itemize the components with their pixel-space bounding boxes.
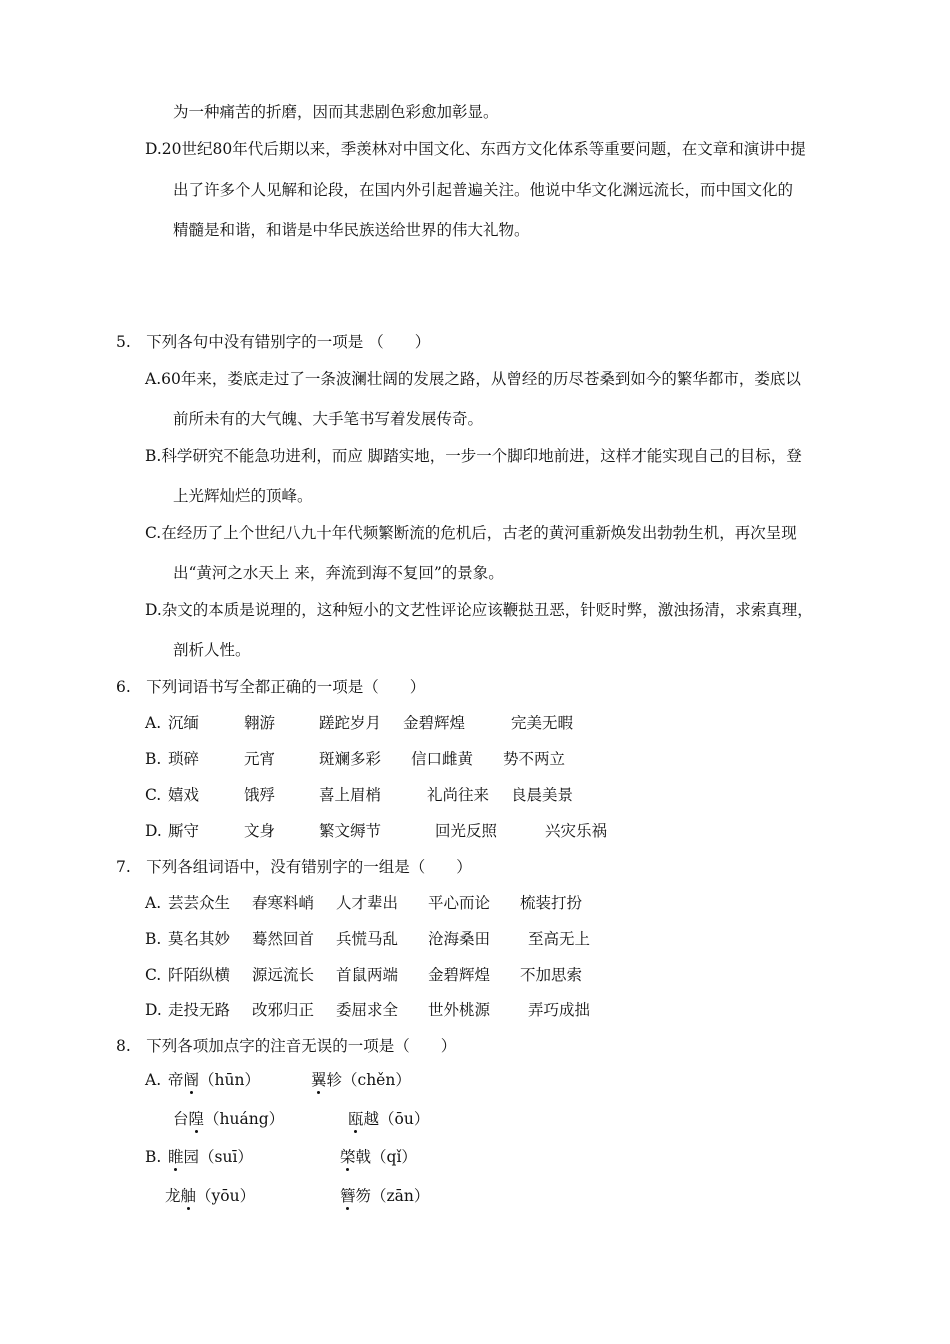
q6-option-d-word: 文身 <box>244 822 276 840</box>
q7-option-b-word: 沧海桑田 <box>428 930 491 948</box>
q7-option-b-word: 蓦然回首 <box>252 930 315 948</box>
dotted-char: 舳 <box>180 1187 197 1205</box>
q6-option-a-label: A. <box>145 714 162 732</box>
q7-option-d-word: 走投无路 <box>168 1001 231 1019</box>
dotted-char: 簪 <box>340 1187 356 1205</box>
q7-option-c-label: C. <box>145 966 162 984</box>
q6-option-b-label: B. <box>145 750 162 768</box>
q7-option-c-word: 首鼠两端 <box>336 966 399 984</box>
q7-option-d-word: 弄巧成拙 <box>528 1001 591 1019</box>
q8-option-a-label: A. <box>145 1071 162 1089</box>
q6-option-a-word: 完美无暇 <box>511 714 574 732</box>
q7-option-c-word: 金碧辉煌 <box>428 966 491 984</box>
q6-option-a-word: 金碧辉煌 <box>403 714 466 732</box>
q6-stem: 6. 下列词语书写全都正确的一项是（ ） <box>116 678 426 696</box>
q6-option-b-word: 元宵 <box>244 750 276 768</box>
q6-option-d-label: D. <box>145 822 162 840</box>
q7-option-c-word: 阡陌纵横 <box>168 966 231 984</box>
q6-option-b-word: 信口雌黄 <box>411 750 474 768</box>
q8-pinyin-item: 翼轸（chěn） <box>311 1071 411 1089</box>
q6-option-b-word: 斑斓多彩 <box>319 750 382 768</box>
q4-option-d-line3: 精髓是和谐，和谐是中华民族送给世界的伟大礼物。 <box>173 221 530 239</box>
q5-option-b-line2: 上光辉灿烂的顶峰。 <box>173 487 313 505</box>
q7-option-c-word: 源远流长 <box>252 966 315 984</box>
q6-option-c-word: 嬉戏 <box>168 786 200 804</box>
q6-option-c-word: 喜上眉梢 <box>319 786 382 804</box>
q8-pinyin-item: 棨戟（qǐ） <box>340 1148 417 1166</box>
q5-option-a-line1: A.60年来，娄底走过了一条波澜壮阔的发展之路，从曾经的历尽苍桑到如今的繁华都市，娄底以 <box>145 370 801 388</box>
q8-option-b-label: B. <box>145 1148 162 1166</box>
dotted-char: 隍 <box>188 1110 205 1128</box>
q7-option-a-word: 梳装打扮 <box>520 894 583 912</box>
dotted-char: 睢 <box>168 1148 184 1166</box>
q7-option-c-word: 不加思索 <box>520 966 583 984</box>
q6-option-d-word: 厮守 <box>168 822 200 840</box>
q5-option-b-line1: B.科学研究不能急功进利，而应 脚踏实地，一步一个脚印地前进，这样才能实现自己的目标，登 <box>145 447 802 465</box>
q7-option-b-word: 莫名其妙 <box>168 930 231 948</box>
q7-option-a-word: 平心而论 <box>428 894 491 912</box>
q4-option-d-line2: 出了许多个人见解和论段，在国内外引起普遍关注。他说中华文化渊远流长，而中国文化的 <box>173 181 794 199</box>
q6-option-b-word: 琐碎 <box>168 750 200 768</box>
q7-option-b-word: 至高无上 <box>528 930 591 948</box>
q4-option-d-line1: D.20世纪80年代后期以来，季羡林对中国文化、东西方文化体系等重要问题，在文章和演讲中提 <box>145 140 806 158</box>
q7-option-d-word: 委屈求全 <box>336 1001 399 1019</box>
q6-option-a-word: 蹉跎岁月 <box>319 714 382 732</box>
q6-option-a-word: 沉缅 <box>168 714 200 732</box>
q7-stem: 7. 下列各组词语中，没有错别字的一组是（ ） <box>116 858 472 876</box>
q5-option-c-line2: 出“黄河之水天上 来，奔流到海不复回”的景象。 <box>173 564 504 582</box>
q6-option-a-word: 翱游 <box>244 714 276 732</box>
q5-option-d-line2: 剖析人性。 <box>173 641 251 659</box>
dotted-char: 棨 <box>340 1148 356 1166</box>
q6-option-d-word: 兴灾乐祸 <box>545 822 608 840</box>
q6-option-c-word: 良晨美景 <box>511 786 574 804</box>
q7-option-d-word: 改邪归正 <box>252 1001 315 1019</box>
q5-option-a-line2: 前所未有的大气魄、大手笔书写着发展传奇。 <box>173 410 484 428</box>
q5-option-d-line1: D.杂文的本质是说理的，这种短小的文艺性评论应该鞭挞丑恶，针贬时弊，激浊扬清，求索真理， <box>145 601 813 619</box>
q5-stem: 5. 下列各句中没有错别字的一项是 （ ） <box>116 333 431 351</box>
q5-option-c-line1: C.在经历了上个世纪八九十年代频繁断流的危机后，古老的黄河重新焕发出勃勃生机，再次呈现 <box>145 524 797 542</box>
dotted-char: 翼 <box>311 1071 327 1089</box>
q8-pinyin-item: 帝阍（hūn） <box>168 1071 260 1089</box>
q8-pinyin-item: 睢园（suī） <box>168 1148 253 1166</box>
q4-option-c-continuation: 为一种痛苦的折磨，因而其悲剧色彩愈加彰显。 <box>173 103 499 121</box>
q7-option-b-word: 兵慌马乱 <box>336 930 399 948</box>
q7-option-d-word: 世外桃源 <box>428 1001 491 1019</box>
q8-stem: 8. 下列各项加点字的注音无误的一项是（ ） <box>116 1037 457 1055</box>
dotted-char: 阍 <box>183 1071 200 1089</box>
q6-option-c-word: 饿殍 <box>244 786 276 804</box>
q8-pinyin-item: 龙舳（yōu） <box>165 1187 256 1205</box>
q7-option-a-label: A. <box>145 894 162 912</box>
q6-option-c-word: 礼尚往来 <box>427 786 490 804</box>
q7-option-b-label: B. <box>145 930 162 948</box>
q7-option-a-word: 春寒料峭 <box>252 894 315 912</box>
q6-option-d-word: 回光反照 <box>435 822 498 840</box>
q8-pinyin-item: 台隍（huáng） <box>173 1110 285 1128</box>
q6-option-d-word: 繁文缛节 <box>319 822 382 840</box>
q7-option-d-label: D. <box>145 1001 162 1019</box>
q7-option-a-word: 人才辈出 <box>336 894 399 912</box>
q7-option-a-word: 芸芸众生 <box>168 894 231 912</box>
q8-pinyin-item: 瓯越（ōu） <box>348 1110 430 1128</box>
q6-option-c-label: C. <box>145 786 162 804</box>
q8-pinyin-item: 簪笏（zān） <box>340 1187 430 1205</box>
dotted-char: 瓯 <box>348 1110 364 1128</box>
q6-option-b-word: 势不两立 <box>503 750 566 768</box>
